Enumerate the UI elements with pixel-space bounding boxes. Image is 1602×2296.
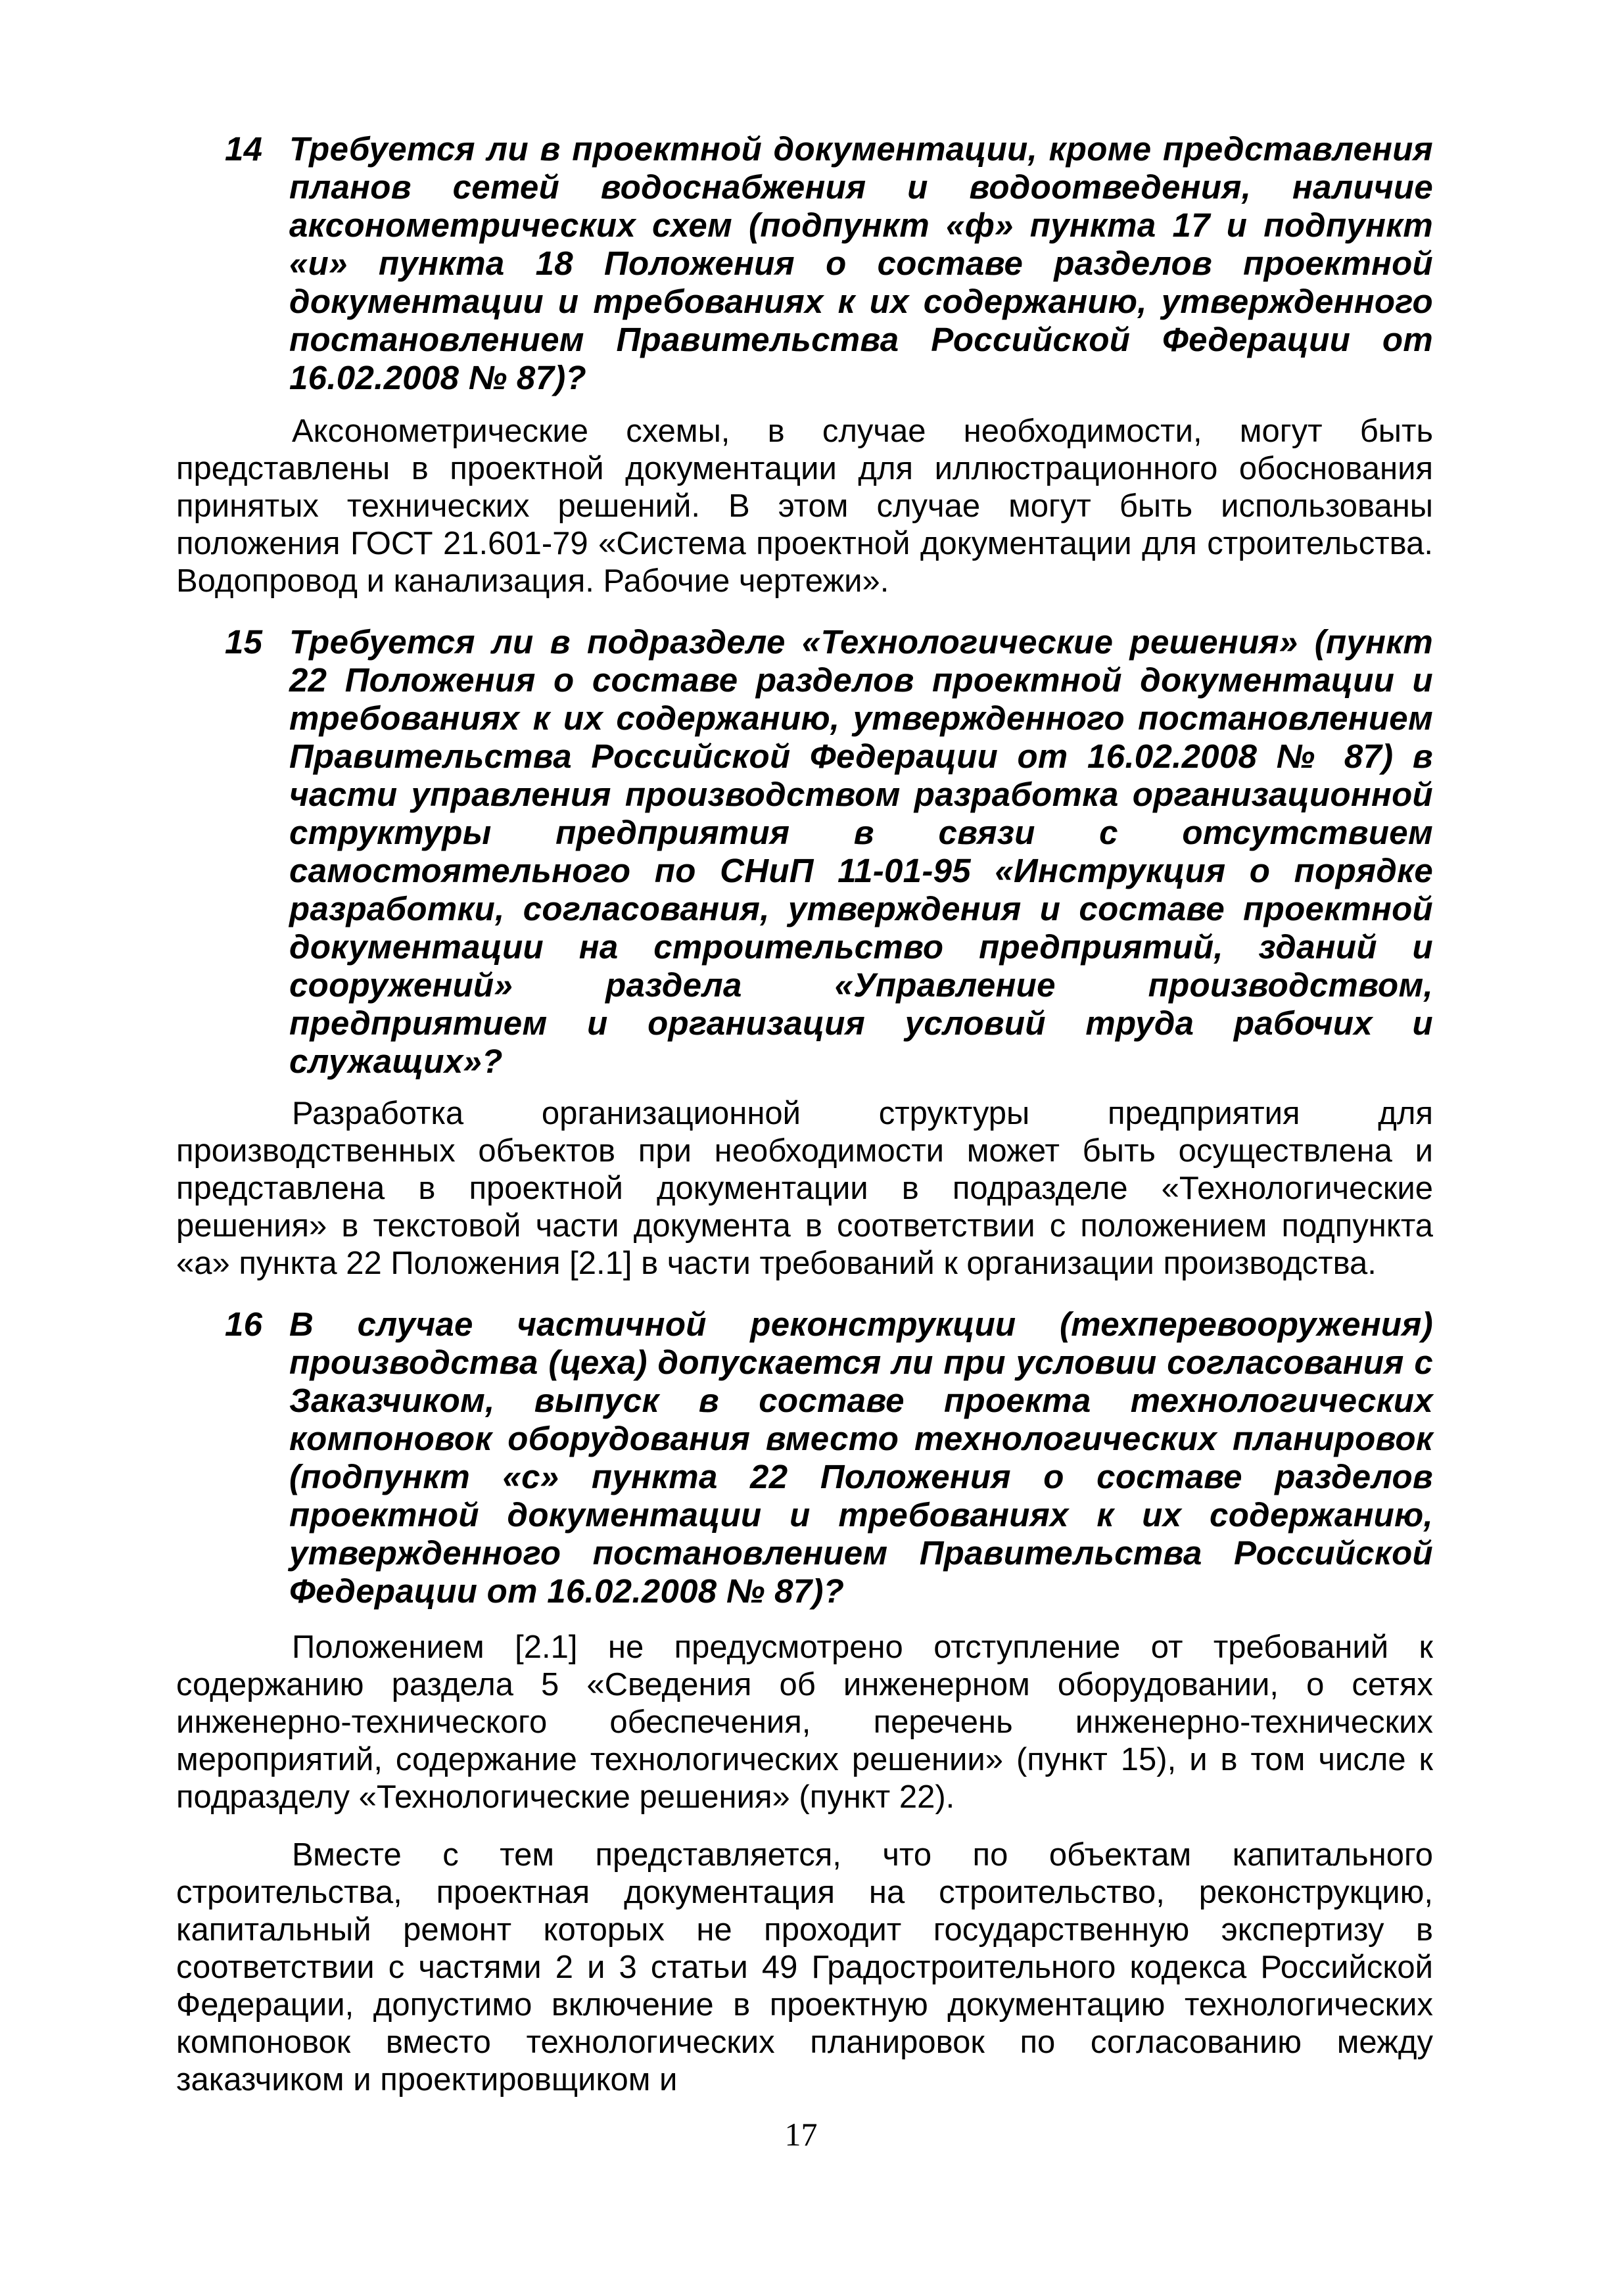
page-number: 17 [784, 2116, 818, 2153]
question-number: 16 [225, 1305, 263, 1343]
question-number: 14 [225, 130, 263, 168]
answer-paragraph: Аксонометрические схемы, в случае необходимости, могут быть представлены в проектной документации для иллюстрационного обоснования принятых технических решений. В этом случае могут быть использованы положения ГОСТ 21.601-79 «Система проектной документации для строительства. Водопровод и канализация. Рабочие чертежи». [176, 413, 1433, 599]
question-number: 15 [225, 623, 263, 661]
answer-paragraph: Положением [2.1] не предусмотрено отступление от требований к содержанию раздела 5 «Сведения об инженерном оборудовании, о сетях инженерно-технического обеспечения, перечень инженерно-технических мероприятий, содержание технологических решении» (пункт 15), и в том числе к подразделу «Технологические решения» (пункт 22). [176, 1629, 1433, 1815]
question-text: Требуется ли в подразделе «Технологические решения» (пункт 22 Положения о составе разделов проектной документации и требованиях к их содержанию, утвержденного постановлением Правительства Российской Федерации от 16.02.2008 № 87) в части управления производством разработка организационной структуры предприятия в связи с отсутствием самостоятельного по СНиП 11-01-95 «Инструкция о порядке разработки, согласования, утверждения и составе проектной документации на строительство предприятий, зданий и сооружений» раздела «Управление производством, предприятием и организация условий труда рабочих и служащих»? [289, 623, 1433, 1080]
question-text: В случае частичной реконструкции (техперевооружения) производства (цеха) допускается ли при условии согласования с Заказчиком, выпуск в составе проекта технологических компоновок оборудования вместо технологических планировок (подпункт «с» пункта 22 Положения о составе разделов проектной документации и требованиях к их содержанию, утвержденного постановлением Правительства Российской Федерации от 16.02.2008 № 87)? [289, 1305, 1433, 1610]
answer-paragraph: Вместе с тем представляется, что по объектам капитального строительства, проектная документация на строительство, реконструкцию, капитальный ремонт которых не проходит государственную экспертизу в соответствии с частями 2 и 3 статьи 49 Градостроительного кодекса Российской Федерации, допустимо включение в проектную документацию технологических компоновок вместо технологических планировок по согласованию между заказчиком и проектировщиком и [176, 1837, 1433, 2097]
question-16 [225, 1305, 1433, 1610]
question-14 [225, 130, 1433, 397]
question-15 [225, 623, 1433, 1081]
answer-paragraph: Разработка организационной структуры предприятия для производственных объектов при необходимости может быть осуществлена и представлена в проектной документации в подразделе «Технологические решения» в текстовой части документа в соответствии с положением подпункта «а» пункта 22 Положения [2.1] в части требований к организации производства. [176, 1096, 1433, 1281]
question-text: Требуется ли в проектной документации, кроме представления планов сетей водоснабжения и водоотведения, наличие аксонометрических схем (подпункт «ф» пункта 17 и подпункт «и» пункта 18 Положения о составе разделов проектной документации и требованиях к их содержанию, утвержденного постановлением Правительства Российской Федерации от 16.02.2008 № 87)? [289, 130, 1433, 396]
